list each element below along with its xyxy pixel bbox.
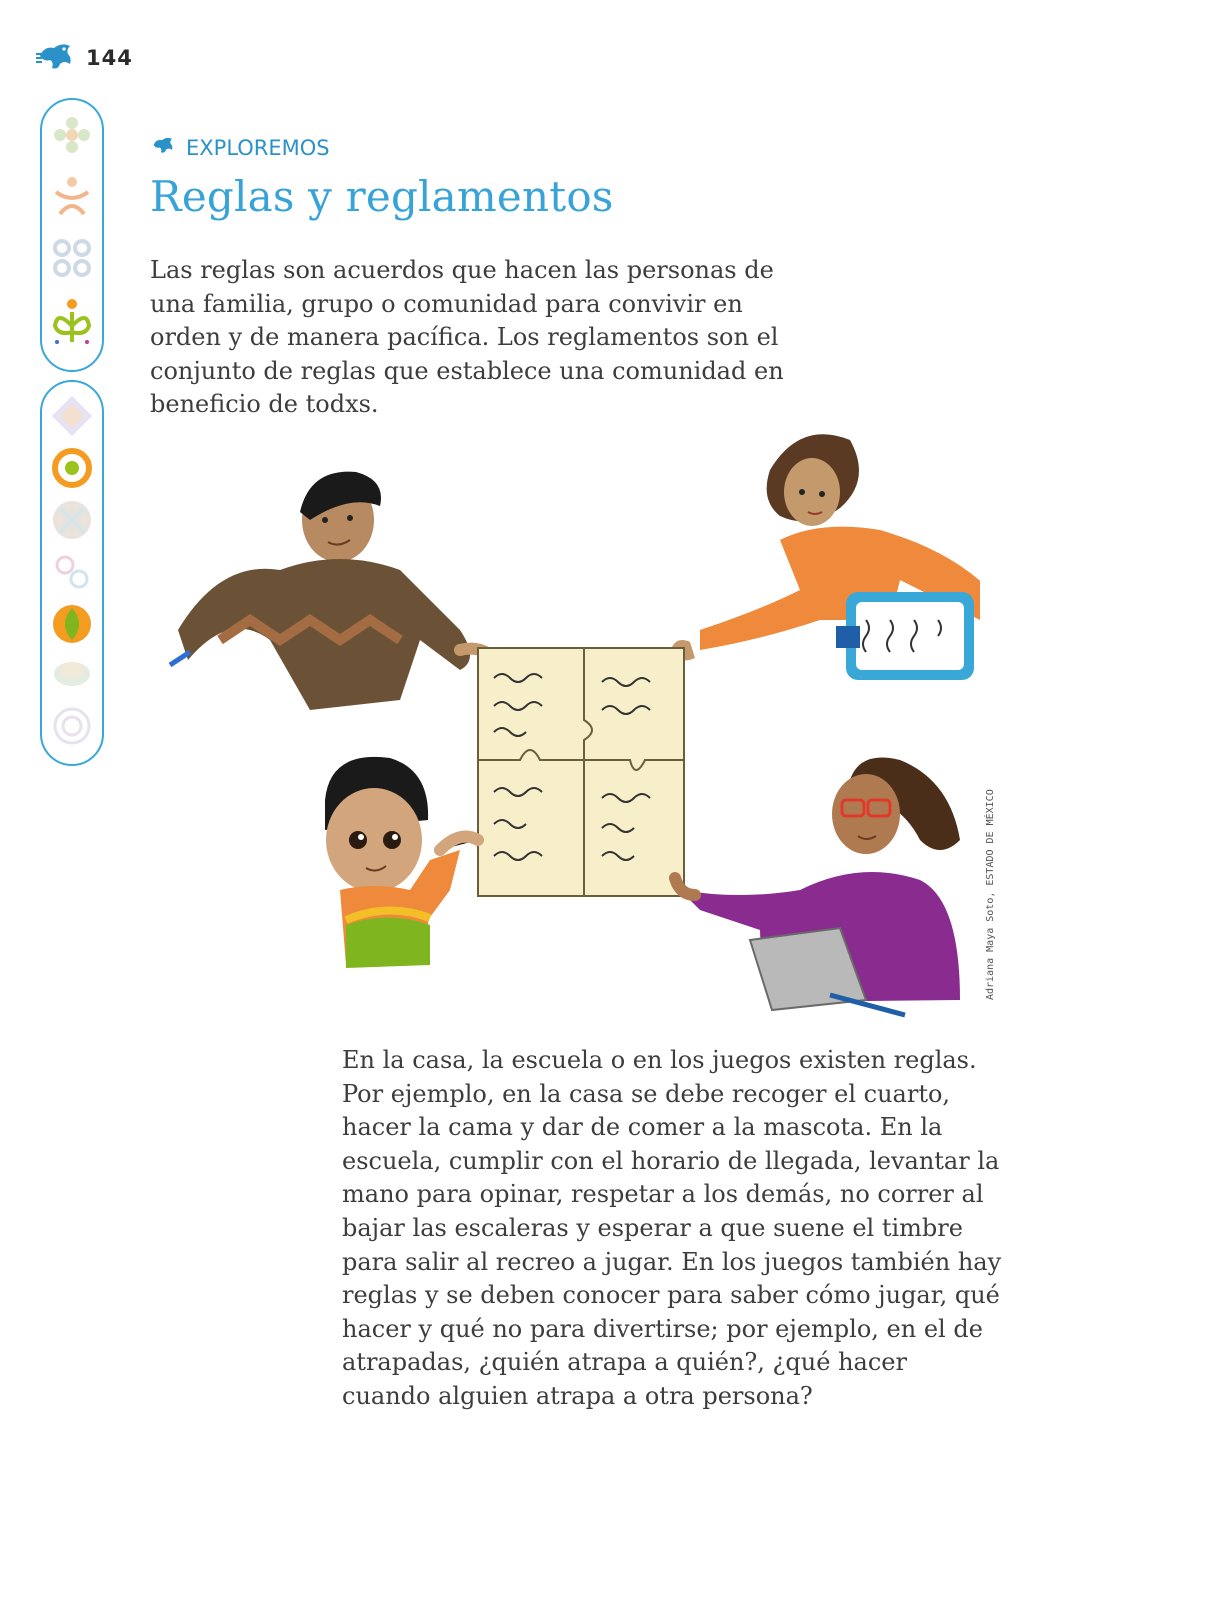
- sidebar-bottom-rail: [40, 380, 104, 766]
- intro-paragraph: Las reglas son acuerdos que hacen las personas de una familia, grupo o comunidad para convivir en orden y de manera pacífica. Los reglamentos son el conjunto de reglas que establece una comunidad en beneficio de todxs.: [150, 256, 784, 418]
- page-header: [36, 38, 133, 78]
- sidebar-top-rail: [40, 98, 104, 372]
- figure-icon: [50, 174, 94, 226]
- page-title: Reglas y reglamentos: [150, 172, 614, 221]
- sprout-icon: [49, 296, 95, 352]
- illustration: [160, 420, 980, 1024]
- bird-icon: [150, 134, 178, 161]
- woman-icon: [670, 434, 980, 680]
- boy-icon: [325, 757, 478, 968]
- page-number: 144: [86, 46, 133, 70]
- section-label-text: EXPLOREMOS: [186, 135, 330, 160]
- square-icon: [50, 498, 94, 546]
- flower-icon: [51, 114, 93, 160]
- spiral-icon: [50, 704, 94, 752]
- leaf-icon: [50, 602, 94, 650]
- circle-icon: [50, 446, 94, 494]
- illustration-credit: Adriana Maya Soto, ESTADO DE MÉXICO: [985, 789, 996, 1000]
- body-paragraph: En la casa, la escuela o en los juegos existen reglas. Por ejemplo, en la casa se debe recoger el cuarto, hacer la cama y dar de comer a la mascota. En la escuela, cumplir con el horario de llegada, levantar la mano para opinar, respetar a los demás, no correr al bajar las escaleras y esperar a que suene el timbre para salir al recreo a jugar. En los juegos también hay reglas y se deben conocer para saber cómo jugar, qué hacer y qué no para divertirse; por ejemplo, en el de atrapadas, ¿quién atrapa a quién?, ¿qué hacer cuando alguien atrapa a otra persona?: [342, 1046, 1002, 1410]
- bird-icon: [36, 38, 78, 78]
- diamond-icon: [50, 394, 94, 442]
- turtle-icon: [50, 654, 94, 694]
- puzzle-icon: [478, 648, 684, 896]
- girl-icon: [675, 758, 960, 1016]
- links-icon: [50, 550, 94, 598]
- section-label: [150, 134, 330, 161]
- man-icon: [170, 472, 494, 710]
- community-icon: [50, 236, 94, 284]
